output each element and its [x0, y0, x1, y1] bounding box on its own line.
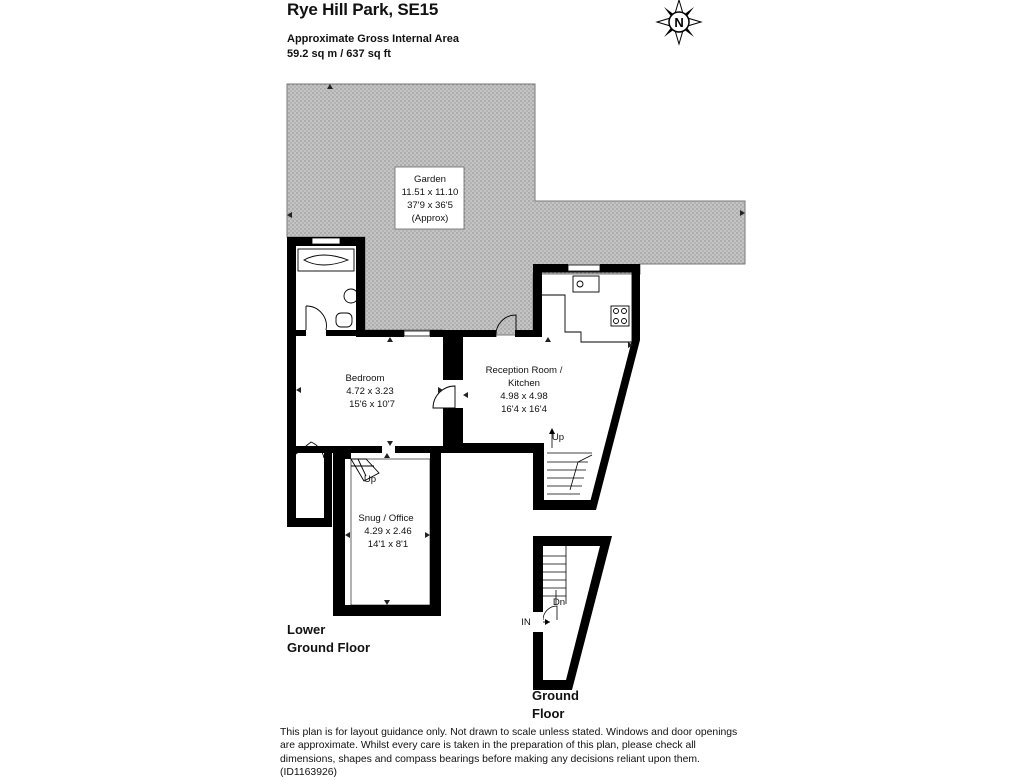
- area-value: 59.2 sq m / 637 sq ft: [287, 48, 391, 60]
- ground-stairs-down-label: Dn: [552, 597, 566, 608]
- garden-note: (Approx): [411, 213, 449, 224]
- lower-floor-label-line2: Ground Floor: [287, 640, 371, 655]
- compass-rose-icon: [657, 0, 701, 44]
- snug-metric: 4.29 x 2.46: [364, 526, 412, 537]
- reception-imperial: 16'4 x 16'4: [501, 404, 547, 415]
- plan-title: Rye Hill Park, SE15: [287, 0, 439, 19]
- entrance-label: IN: [521, 617, 531, 628]
- reception-stairs-up-label: Up: [551, 432, 565, 443]
- garden-imperial: 37'9 x 36'5: [407, 200, 453, 211]
- garden-metric: 11.51 x 11.10: [401, 187, 459, 198]
- snug-stairs-up-label: Up: [363, 474, 377, 485]
- garden-name: Garden: [414, 174, 446, 185]
- area-heading: Approximate Gross Internal Area: [287, 33, 459, 45]
- ground-floor-label-line2: Floor: [532, 706, 565, 721]
- snug-imperial: 14'1 x 8'1: [367, 539, 409, 550]
- reception-name-line1: Reception Room /: [485, 365, 563, 376]
- compass-letter: N: [674, 15, 684, 30]
- snug-name: Snug / Office: [358, 513, 414, 524]
- reception-name-line2: Kitchen: [508, 378, 540, 389]
- bathroom-fittings: [298, 249, 358, 330]
- bedroom-name: Bedroom: [345, 373, 385, 384]
- ground-floor-label: [532, 687, 579, 723]
- reception-metric: 4.98 x 4.98: [500, 391, 548, 402]
- disclaimer-text: This plan is for layout guidance only. Not drawn to scale unless stated. Windows and door openings are approximate. Whilst every care is taken in the preparation of this plan, please check all dimensions, shapes and compass bearings before making any decisions reliant upon them. (ID1163926): [280, 727, 738, 779]
- bedroom-imperial: 15'6 x 10'7: [349, 399, 395, 410]
- garden-area: [287, 84, 745, 335]
- lower-floor-label-line1: Lower: [287, 622, 326, 637]
- lower-ground-floor-label: [287, 621, 370, 657]
- ground-floor-label-line1: Ground: [532, 688, 579, 703]
- bedroom-metric: 4.72 x 3.23: [346, 386, 394, 397]
